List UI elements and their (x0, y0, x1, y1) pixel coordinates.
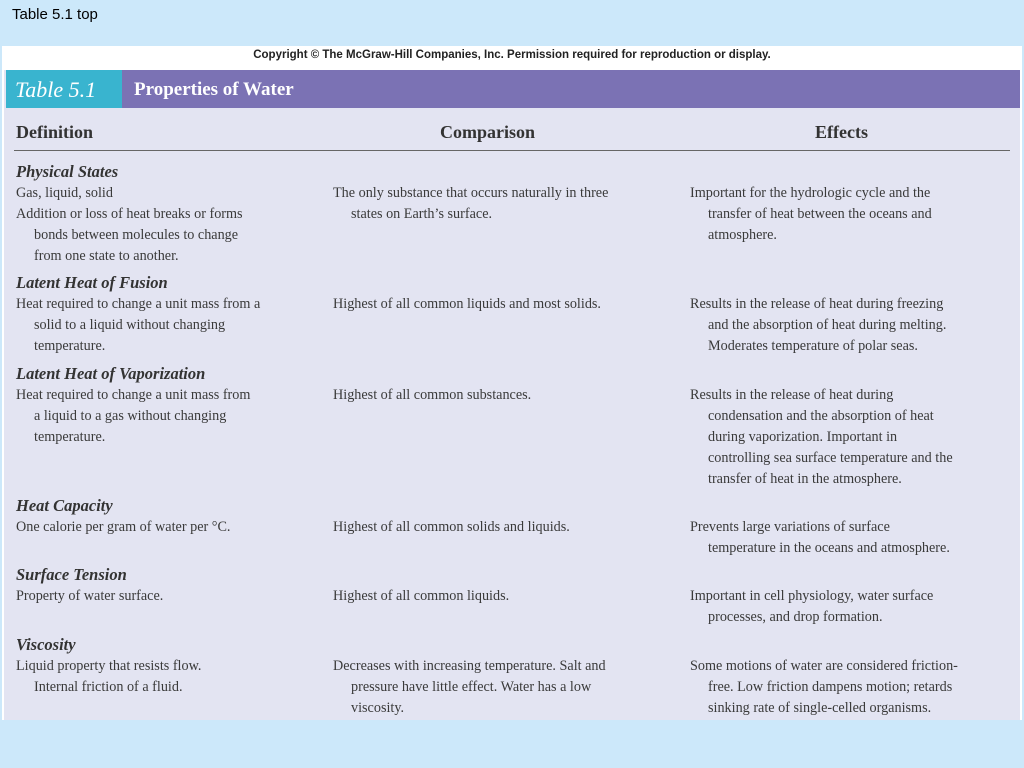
slide-title: Table 5.1 top (12, 6, 98, 23)
text-line: The only substance that occurs naturally in three (333, 185, 609, 201)
effects-cell (690, 294, 946, 357)
text-line: from one state to another. (34, 248, 179, 264)
definition-cell (16, 656, 201, 698)
definition-cell (16, 517, 230, 538)
effects-cell (690, 656, 958, 719)
text-line: Internal friction of a fluid. (34, 679, 183, 695)
text-line: Highest of all common liquids. (333, 588, 510, 604)
property-name: Heat Capacity (16, 496, 113, 515)
text-line: Liquid property that resists flow. (16, 658, 202, 674)
text-line: Results in the release of heat during (690, 387, 894, 403)
text-line: sinking rate of single-celled organisms. (708, 700, 932, 716)
text-line: Prevents large variations of surface (690, 519, 890, 535)
effects-cell (690, 586, 933, 628)
effects-cell (690, 517, 950, 559)
text-line: Highest of all common liquids and most solids. (333, 296, 601, 312)
text-line: Important for the hydrologic cycle and the (690, 185, 931, 201)
property-name: Viscosity (16, 635, 76, 654)
comparison-cell (333, 294, 601, 315)
comparison-cell (333, 656, 606, 719)
properties-table (4, 70, 1020, 720)
comparison-cell (333, 586, 509, 607)
text-line: temperature. (34, 338, 106, 354)
comparison-cell (333, 517, 570, 538)
text-line: Highest of all common solids and liquids. (333, 519, 570, 535)
property-name: Surface Tension (16, 565, 127, 584)
property-name: Latent Heat of Fusion (16, 273, 168, 292)
definition-cell (16, 294, 260, 357)
text-line: during vaporization. Important in (708, 429, 898, 445)
text-line: Important in cell physiology, water surface (690, 588, 934, 604)
definition-cell (16, 586, 163, 607)
table-header-bar (6, 70, 1020, 108)
property-name: Physical States (16, 162, 119, 181)
text-line: One calorie per gram of water per °C. (16, 519, 231, 535)
column-header-comparison: Comparison (440, 122, 536, 142)
text-line: Addition or loss of heat breaks or forms (16, 206, 243, 222)
text-line: condensation and the absorption of heat (708, 408, 934, 424)
comparison-cell (333, 385, 531, 406)
text-line: Some motions of water are considered friction- (690, 658, 958, 674)
text-line: a liquid to a gas without changing (34, 408, 227, 424)
text-line: solid to a liquid without changing (34, 317, 226, 333)
column-header-definition: Definition (16, 122, 94, 142)
text-line: Highest of all common substances. (333, 387, 532, 403)
definition-cell (16, 385, 250, 448)
text-line: controlling sea surface temperature and the (708, 450, 953, 466)
text-line: atmosphere. (708, 227, 777, 243)
effects-cell (690, 183, 932, 246)
copyright-notice: Copyright © The McGraw-Hill Companies, Inc. Permission required for reproduction or display. (253, 49, 771, 61)
text-line: states on Earth’s surface. (351, 206, 493, 222)
header-divider (14, 150, 1010, 151)
comparison-cell (333, 183, 608, 225)
table-number: Table 5.1 (6, 70, 122, 108)
text-line: Heat required to change a unit mass from a (16, 296, 261, 312)
text-line: Gas, liquid, solid (16, 185, 113, 201)
text-line: temperature in the oceans and atmosphere. (708, 540, 950, 556)
text-line: Moderates temperature of polar seas. (708, 338, 918, 354)
text-line: bonds between molecules to change (34, 227, 239, 243)
text-line: free. Low friction dampens motion; retards (708, 679, 953, 695)
text-line: temperature. (34, 429, 106, 445)
property-name: Latent Heat of Vaporization (16, 364, 206, 383)
text-line: transfer of heat in the atmosphere. (708, 471, 902, 487)
text-line: Results in the release of heat during freezing (690, 296, 944, 312)
column-header-effects: Effects (815, 122, 868, 142)
definition-cell (16, 183, 243, 267)
text-line: Property of water surface. (16, 588, 164, 604)
effects-cell (690, 385, 953, 490)
text-line: transfer of heat between the oceans and (708, 206, 932, 222)
text-line: pressure have little effect. Water has a low (351, 679, 592, 695)
text-line: viscosity. (351, 700, 405, 716)
table-title: Properties of Water (134, 79, 294, 100)
text-line: processes, and drop formation. (708, 609, 883, 625)
figure-panel (2, 46, 1022, 720)
text-line: Heat required to change a unit mass from (16, 387, 251, 403)
text-line: and the absorption of heat during melting. (708, 317, 947, 333)
text-line: Decreases with increasing temperature. Salt and (333, 658, 606, 674)
